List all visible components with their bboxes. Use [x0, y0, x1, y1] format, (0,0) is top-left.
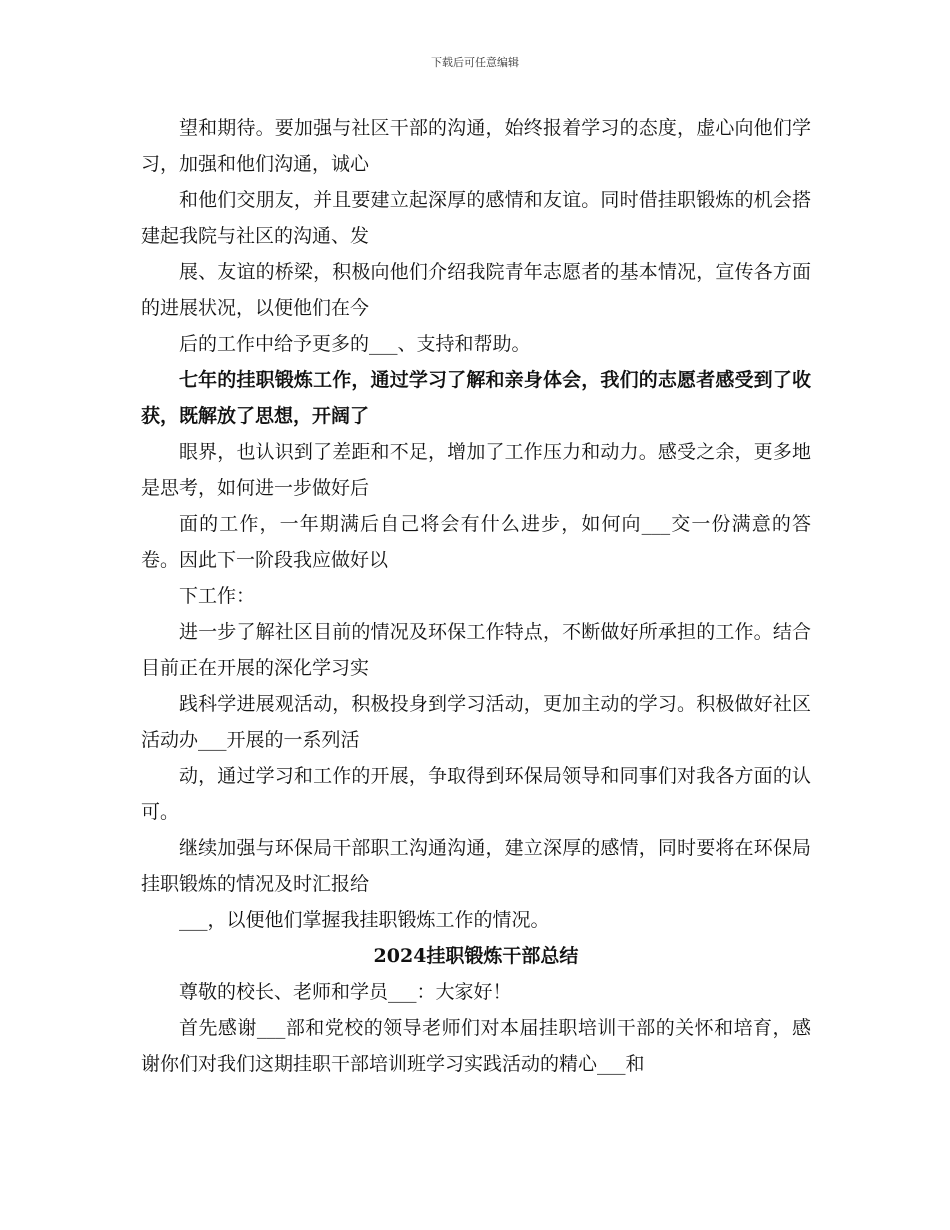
paragraph: 和他们交朋友，并且要建立起深厚的感情和友谊。同时借挂职锻炼的机会搭建起我院与社区的沟通、发 — [141, 189, 811, 247]
document-body — [141, 110, 811, 1082]
section-heading: 2024挂职锻炼干部总结 — [373, 945, 579, 967]
paragraph: 进一步了解社区目前的情况及环保工作特点，不断做好所承担的工作。结合目前正在开展的深化学习实 — [141, 621, 811, 679]
paragraph: 践科学进展观活动，积极投身到学习活动，更加主动的学习。积极做好社区活动办___开展的一系列活 — [141, 693, 811, 751]
paragraph: 望和期待。要加强与社区干部的沟通，始终报着学习的态度，虚心向他们学习，加强和他们沟通，诚心 — [141, 117, 811, 175]
paragraph: 首先感谢___部和党校的领导老师们对本届挂职培训干部的关怀和培育，感谢你们对我们这期挂职干部培训班学习实践活动的精心___和 — [141, 1017, 811, 1075]
paragraph: 下工作： — [179, 585, 256, 607]
paragraph: 后的工作中给予更多的___、支持和帮助。 — [179, 333, 531, 355]
page-header: 下载后可任意编辑 — [431, 56, 519, 69]
paragraph: 动，通过学习和工作的开展，争取得到环保局领导和同事们对我各方面的认可。 — [141, 765, 811, 823]
paragraph: 眼界，也认识到了差距和不足，增加了工作压力和动力。感受之余，更多地是思考，如何进一步做好后 — [141, 441, 811, 499]
paragraph-bold: 七年的挂职锻炼工作，通过学习了解和亲身体会，我们的志愿者感受到了收获，既解放了思想，开阔了 — [141, 369, 811, 427]
paragraph: 面的工作，一年期满后自己将会有什么进步，如何向___交一份满意的答卷。因此下一阶段我应做好以 — [141, 513, 811, 571]
paragraph: 继续加强与环保局干部职工沟通沟通，建立深厚的感情，同时要将在环保局挂职锻炼的情况及时汇报给 — [141, 837, 811, 895]
paragraph: 展、友谊的桥梁，积极向他们介绍我院青年志愿者的基本情况，宣传各方面的进展状况，以便他们在今 — [141, 261, 811, 319]
paragraph: 尊敬的校长、老师和学员___：大家好！ — [179, 981, 512, 1003]
paragraph: ___，以便他们掌握我挂职锻炼工作的情况。 — [179, 909, 550, 931]
